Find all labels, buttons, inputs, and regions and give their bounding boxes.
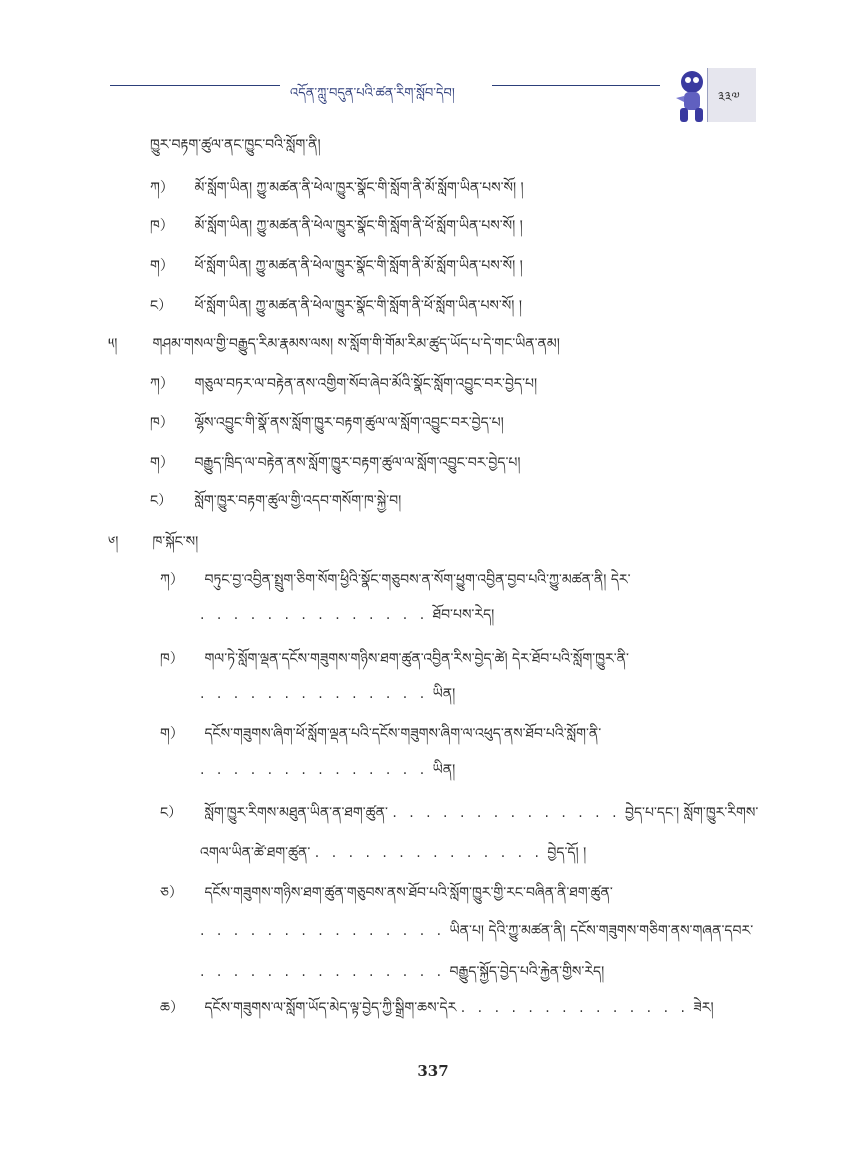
option-line (150, 289, 522, 329)
option-marker: ག） (150, 258, 174, 274)
option-text: སློག་ཁྱུར་བརྟག་ཚུལ་གྱི་འདབ་གསོག་ཁ་སྐྱེ་བ། (194, 493, 402, 509)
item-marker: ང） (160, 805, 183, 821)
item-text: བཏུང་བྱ་འབྱིན་སྤྲུག་ཅིག་སོག་ཕྱིའི་སྣོང་གཅུབས་ན་སོག་ཕྱུག་འབྱིན་བྱབ་པའི་ཀྱུ་མཚན་ནི། དེར་ (204, 572, 631, 588)
item-text: ཟེར། (693, 1000, 714, 1016)
item-text: དངོས་གཟུགས་ལ་སློག་ཡོད་མེད་ལྟ་བྱེད་ཀྱི་སྒྲིག་ཆས་དེར (204, 1000, 457, 1016)
item-marker: ག） (160, 726, 184, 742)
header-rule-right (492, 85, 660, 86)
option-text: མོ་སློག་ཡིན། ཀྱུ་མཚན་ནི་ཕེལ་ཁྱུར་སྣོང་གི་སློག་ནི་ཕོ་སློག་ཡིན་པས་སོ། ། (194, 218, 523, 234)
option-line (150, 406, 504, 446)
option-line (150, 209, 523, 249)
page-tab (707, 68, 756, 122)
fill-item (160, 876, 613, 916)
page-tab-label: ༣༣༧ (718, 90, 740, 105)
item-text: ཡིན། (432, 762, 456, 778)
page-number: 337 (417, 1062, 449, 1080)
item-text: འགལ་ཡིན་ཚེ་ཐག་ཚུན་ (200, 845, 311, 861)
fill-blank-line (200, 677, 455, 717)
item-text: བྱེད་པ་དང་། སློག་ཁྱུར་རིགས་ (624, 805, 759, 821)
question-line (108, 327, 560, 367)
blank-dots: . . . . . . . . . . . . . . . (200, 923, 446, 939)
fill-item (160, 717, 601, 757)
option-line (150, 249, 523, 289)
question-line (108, 525, 198, 565)
question-number: ༦། (108, 534, 119, 550)
fill-blank-line (200, 598, 494, 638)
option-text: ཕོ་སློག་ཡིན། ཀྱུ་མཚན་ནི་ཕེལ་ཁྱུར་སྣོང་གི་སློག་ནི་ཕོ་སློག་ཡིན་པས་སོ། ། (194, 298, 522, 314)
item-text: བྱེད་དོ། ། (547, 845, 587, 861)
option-line (150, 446, 521, 486)
option-text: ཕོ་སློག་ཡིན། ཀྱུ་མཚན་ནི་ཕེལ་ཁྱུར་སྣོང་གི་སློག་ནི་མོ་སློག་ཡིན་པས་སོ། ། (194, 258, 523, 274)
fill-blank-line (200, 914, 753, 954)
item-text: སློག་ཁྱུར་རིགས་མཐུན་ཡིན་ན་ཐག་ཚུན་ (204, 805, 388, 821)
item-marker: ཁ） (160, 651, 184, 667)
question-text: ཁ་སྐོང་ས། (152, 534, 199, 550)
item-text: ཡིན། (432, 686, 456, 702)
item-text: དངོས་གཟུགས་ཞིག་ཕོ་སློག་ལྡན་པའི་དངོས་གཟུགས་ཞིག་ལ་འཕུད་ནས་ཐོབ་པའི་སློག་ནི་ (204, 726, 602, 742)
item-text: དངོས་གཟུགས་གཉིས་ཐག་ཚུན་གཅུབས་ནས་ཐོབ་པའི་སློག་ཁྱུར་གྱི་རང་བཞིན་ནི་ཐག་ཚུན་ (204, 885, 613, 901)
fill-blank-line (200, 753, 455, 793)
fill-item (160, 796, 758, 836)
fill-item (160, 642, 629, 682)
item-marker: ཆ） (160, 1000, 184, 1016)
item-text: བརྒྱུད་སྐྱོད་བྱེད་པའི་རྐྱེན་གྱིས་རེད། (449, 964, 605, 980)
blank-dots: . . . . . . . . . . . . . . (392, 805, 621, 821)
option-text: བརྒྱུད་ཁྲིད་ལ་བརྟེན་ནས་སློག་ཁྱུར་བརྟག་ཚུལ་ལ་སློག་འབྱུང་བར་བྱེད་པ། (194, 455, 521, 471)
fill-blank-line (200, 955, 604, 995)
option-line (150, 171, 524, 211)
option-marker: ཁ） (150, 218, 174, 234)
blank-dots: . . . . . . . . . . . . . . (460, 1000, 689, 1016)
header-title: འདོན་ཀླུ་བདུན་པའི་ཚན་རིག་སློབ་དེབ། (290, 86, 455, 101)
question-number: ༥། (108, 336, 118, 352)
option-text: ལྷོས་འབྱུང་གི་སྣོ་ནས་སློག་ཁྱུར་བརྟག་ཚུལ་ལ་སློག་འབྱུང་བར་བྱེད་པ། (194, 415, 504, 431)
option-marker: ང） (150, 493, 173, 509)
item-marker: ཀ） (160, 572, 184, 588)
fill-item (160, 563, 631, 603)
option-line (150, 367, 537, 407)
option-line (150, 484, 401, 524)
line-text: ཁྱུར་བརྟག་ཚུལ་ནང་ཁྱུང་བའི་སློག་ནི། (150, 137, 321, 153)
fill-item (160, 991, 714, 1031)
text-line (150, 128, 321, 168)
blank-dots: . . . . . . . . . . . . . . (314, 845, 543, 861)
item-text: ཡིན་པ། དེའི་ཀྱུ་མཚན་ནི། དངོས་གཟུགས་གཅིག་ནས་གཞན་དབར་ (449, 923, 754, 939)
blank-dots: . . . . . . . . . . . . . . (200, 686, 429, 702)
option-marker: ཁ） (150, 415, 174, 431)
question-text: གཤམ་གསལ་གྱི་བརྒྱུད་རིམ་རྣམས་ལས། ས་སློག་གི་གོམ་རིམ་ཚུད་ཡོད་པ་དེ་གང་ཡིན་ནམ། (152, 336, 560, 352)
item-text: གལ་ཏེ་སློག་ལྡན་དངོས་གཟུགས་གཉིས་ཐག་ཚུན་འབྱིན་རིས་བྱེད་ཚེ། དེར་ཐོབ་པའི་སློག་ཁྱུར་ནི་ (204, 651, 629, 667)
option-marker: ཀ） (150, 180, 174, 196)
option-marker: ཀ） (150, 376, 174, 392)
option-marker: ག） (150, 455, 174, 471)
header-rule-left (110, 85, 280, 86)
blank-dots: . . . . . . . . . . . . . . (200, 762, 429, 778)
blank-dots: . . . . . . . . . . . . . . . (200, 964, 446, 980)
fill-blank-line (200, 836, 586, 876)
item-marker: ཅ） (160, 885, 183, 901)
option-marker: ང） (150, 298, 173, 314)
option-text: མོ་སློག་ཡིན། ཀྱུ་མཚན་ནི་ཕེལ་ཁྱུར་སྣོང་གི་སློག་ནི་མོ་སློག་ཡིན་པས་སོ། ། (194, 180, 524, 196)
blank-dots: . . . . . . . . . . . . . . (200, 607, 429, 623)
option-text: གཅུལ་བཏར་ལ་བརྟེན་ནས་འགྱིག་སོབ་ཞེབ་མོའི་སྣོང་སློག་འབྱུང་བར་བྱེད་པ། (194, 376, 538, 392)
item-text: ཐོབ་པས་རེད། (432, 607, 495, 623)
